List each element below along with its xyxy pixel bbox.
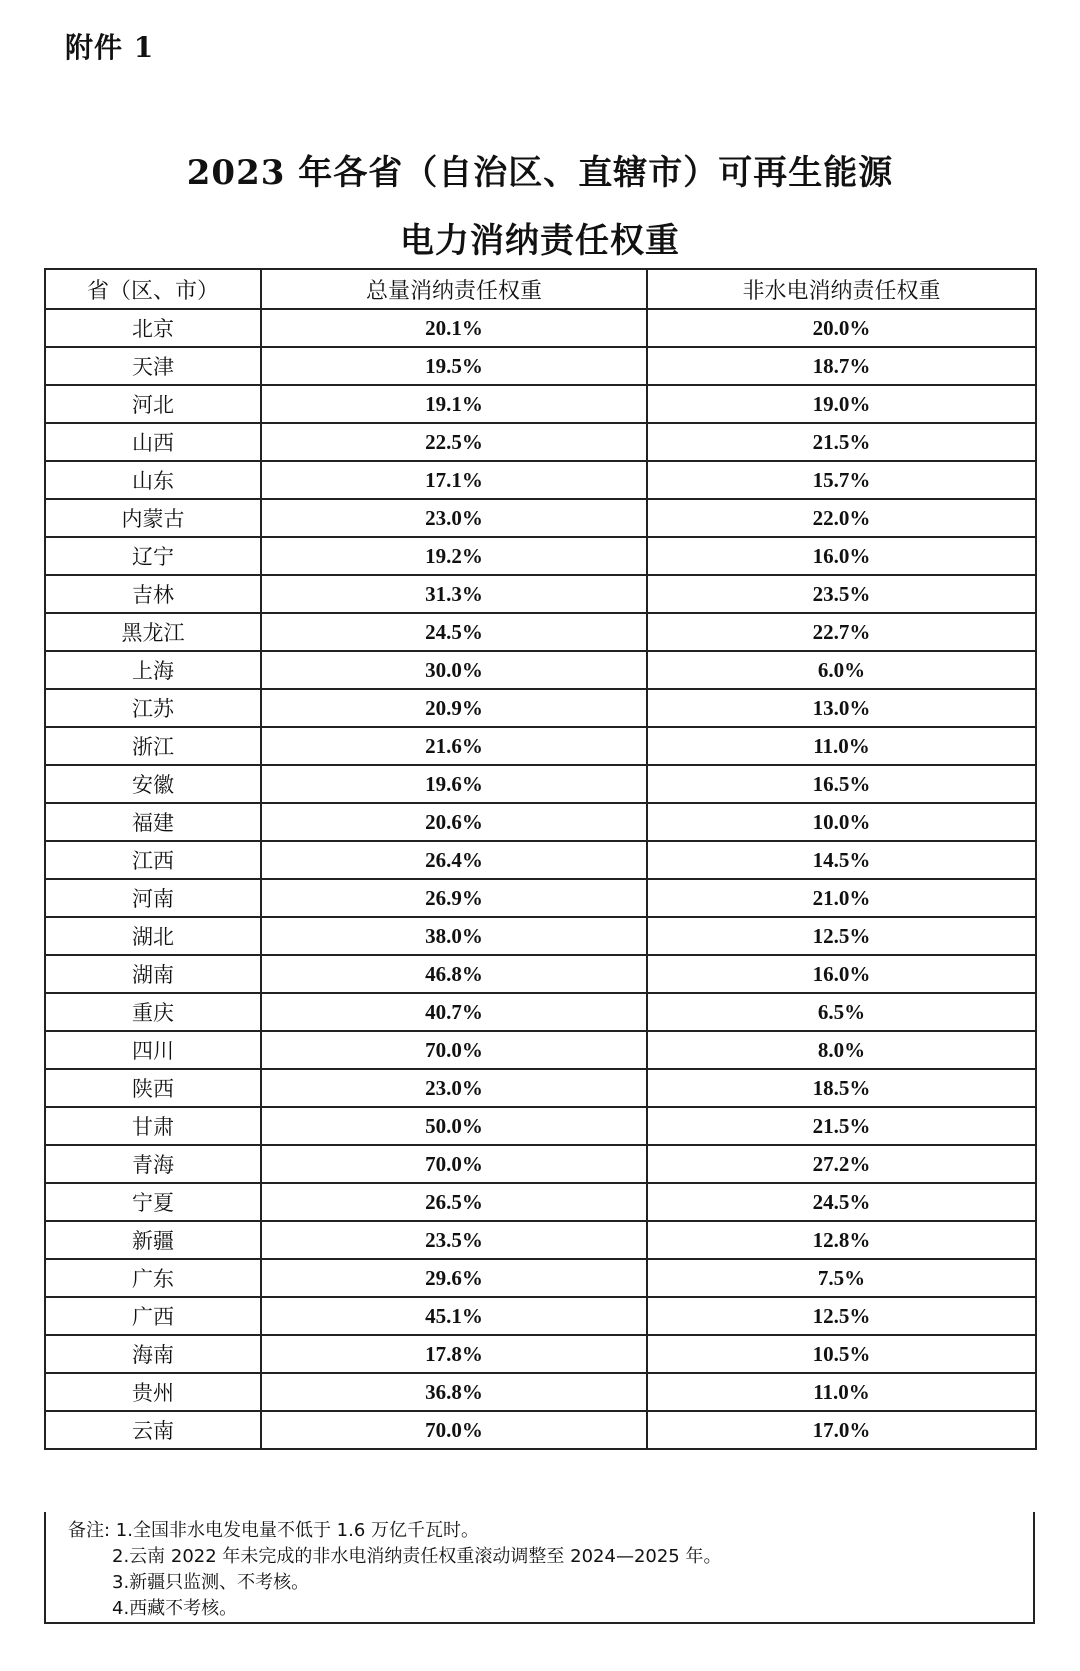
table-row (45, 1183, 1036, 1221)
note-line: 4.西藏不考核。 (112, 1598, 238, 1619)
province-cell: 天津 (45, 347, 261, 385)
total-weight-cell: 17.1% (261, 461, 647, 499)
table-row (45, 613, 1036, 651)
total-weight-cell: 26.9% (261, 879, 647, 917)
table-row (45, 1411, 1036, 1449)
total-weight-cell: 22.5% (261, 423, 647, 461)
province-cell: 山西 (45, 423, 261, 461)
non-hydro-weight-cell: 16.5% (647, 765, 1036, 803)
non-hydro-weight-cell: 21.0% (647, 879, 1036, 917)
total-weight-cell: 46.8% (261, 955, 647, 993)
non-hydro-weight-cell: 6.5% (647, 993, 1036, 1031)
table-row (45, 1259, 1036, 1297)
total-weight-cell: 38.0% (261, 917, 647, 955)
total-weight-cell: 29.6% (261, 1259, 647, 1297)
total-weight-cell: 31.3% (261, 575, 647, 613)
table-row (45, 1145, 1036, 1183)
non-hydro-weight-cell: 16.0% (647, 955, 1036, 993)
table-row (45, 955, 1036, 993)
non-hydro-weight-cell: 8.0% (647, 1031, 1036, 1069)
province-cell: 安徽 (45, 765, 261, 803)
non-hydro-weight-cell: 10.0% (647, 803, 1036, 841)
province-cell: 湖北 (45, 917, 261, 955)
province-cell: 陕西 (45, 1069, 261, 1107)
non-hydro-weight-cell: 24.5% (647, 1183, 1036, 1221)
total-weight-cell: 26.5% (261, 1183, 647, 1221)
table-row (45, 765, 1036, 803)
province-cell: 上海 (45, 651, 261, 689)
total-weight-cell: 45.1% (261, 1297, 647, 1335)
total-weight-cell: 20.1% (261, 309, 647, 347)
province-cell: 山东 (45, 461, 261, 499)
header-non-hydro-weight: 非水电消纳责任权重 (647, 269, 1036, 309)
table-row (45, 1031, 1036, 1069)
province-cell: 湖南 (45, 955, 261, 993)
total-weight-cell: 20.9% (261, 689, 647, 727)
note-line: 2.云南 2022 年未完成的非水电消纳责任权重滚动调整至 2024—2025 年。 (112, 1546, 722, 1567)
province-cell: 河南 (45, 879, 261, 917)
table-row (45, 575, 1036, 613)
total-weight-cell: 40.7% (261, 993, 647, 1031)
non-hydro-weight-cell: 13.0% (647, 689, 1036, 727)
province-cell: 河北 (45, 385, 261, 423)
province-cell: 福建 (45, 803, 261, 841)
province-cell: 江西 (45, 841, 261, 879)
table-row (45, 423, 1036, 461)
province-cell: 重庆 (45, 993, 261, 1031)
table-row (45, 461, 1036, 499)
table-row (45, 917, 1036, 955)
table-row (45, 1107, 1036, 1145)
document-title-line1: 2023 年各省（自治区、直辖市）可再生能源 (186, 153, 894, 193)
non-hydro-weight-cell: 21.5% (647, 423, 1036, 461)
non-hydro-weight-cell: 11.0% (647, 1373, 1036, 1411)
non-hydro-weight-cell: 18.5% (647, 1069, 1036, 1107)
total-weight-cell: 26.4% (261, 841, 647, 879)
non-hydro-weight-cell: 12.8% (647, 1221, 1036, 1259)
table-row (45, 1373, 1036, 1411)
total-weight-cell: 50.0% (261, 1107, 647, 1145)
non-hydro-weight-cell: 12.5% (647, 917, 1036, 955)
non-hydro-weight-cell: 16.0% (647, 537, 1036, 575)
province-cell: 黑龙江 (45, 613, 261, 651)
table-row (45, 385, 1036, 423)
province-cell: 广西 (45, 1297, 261, 1335)
non-hydro-weight-cell: 10.5% (647, 1335, 1036, 1373)
table-row (45, 803, 1036, 841)
province-cell: 云南 (45, 1411, 261, 1449)
non-hydro-weight-cell: 23.5% (647, 575, 1036, 613)
table-row (45, 499, 1036, 537)
province-cell: 海南 (45, 1335, 261, 1373)
table-row (45, 537, 1036, 575)
table-row (45, 1221, 1036, 1259)
total-weight-cell: 70.0% (261, 1031, 647, 1069)
non-hydro-weight-cell: 19.0% (647, 385, 1036, 423)
attachment-label: 附件 1 (65, 31, 155, 64)
non-hydro-weight-cell: 17.0% (647, 1411, 1036, 1449)
weights-table (44, 268, 1037, 1450)
total-weight-cell: 70.0% (261, 1411, 647, 1449)
province-cell: 新疆 (45, 1221, 261, 1259)
total-weight-cell: 23.0% (261, 499, 647, 537)
total-weight-cell: 70.0% (261, 1145, 647, 1183)
non-hydro-weight-cell: 6.0% (647, 651, 1036, 689)
non-hydro-weight-cell: 18.7% (647, 347, 1036, 385)
non-hydro-weight-cell: 20.0% (647, 309, 1036, 347)
non-hydro-weight-cell: 15.7% (647, 461, 1036, 499)
table-header-row (45, 269, 1036, 309)
non-hydro-weight-cell: 27.2% (647, 1145, 1036, 1183)
province-cell: 吉林 (45, 575, 261, 613)
table-row (45, 1297, 1036, 1335)
note-line: 备注: 1.全国非水电发电量不低于 1.6 万亿千瓦时。 (68, 1520, 480, 1541)
note-line: 3.新疆只监测、不考核。 (112, 1572, 310, 1593)
table-row (45, 993, 1036, 1031)
province-cell: 青海 (45, 1145, 261, 1183)
province-cell: 贵州 (45, 1373, 261, 1411)
total-weight-cell: 19.2% (261, 537, 647, 575)
province-cell: 四川 (45, 1031, 261, 1069)
table-row (45, 1335, 1036, 1373)
province-cell: 内蒙古 (45, 499, 261, 537)
table-row (45, 309, 1036, 347)
non-hydro-weight-cell: 11.0% (647, 727, 1036, 765)
total-weight-cell: 20.6% (261, 803, 647, 841)
non-hydro-weight-cell: 14.5% (647, 841, 1036, 879)
table-row (45, 727, 1036, 765)
notes-box (44, 1512, 1035, 1624)
total-weight-cell: 21.6% (261, 727, 647, 765)
total-weight-cell: 23.5% (261, 1221, 647, 1259)
province-cell: 宁夏 (45, 1183, 261, 1221)
total-weight-cell: 24.5% (261, 613, 647, 651)
province-cell: 北京 (45, 309, 261, 347)
table-row (45, 1069, 1036, 1107)
non-hydro-weight-cell: 22.0% (647, 499, 1036, 537)
total-weight-cell: 19.5% (261, 347, 647, 385)
province-cell: 江苏 (45, 689, 261, 727)
table-row (45, 347, 1036, 385)
province-cell: 浙江 (45, 727, 261, 765)
total-weight-cell: 23.0% (261, 1069, 647, 1107)
non-hydro-weight-cell: 12.5% (647, 1297, 1036, 1335)
table-row (45, 841, 1036, 879)
province-cell: 广东 (45, 1259, 261, 1297)
header-total-weight: 总量消纳责任权重 (261, 269, 647, 309)
total-weight-cell: 19.1% (261, 385, 647, 423)
total-weight-cell: 17.8% (261, 1335, 647, 1373)
non-hydro-weight-cell: 21.5% (647, 1107, 1036, 1145)
province-cell: 辽宁 (45, 537, 261, 575)
total-weight-cell: 36.8% (261, 1373, 647, 1411)
non-hydro-weight-cell: 22.7% (647, 613, 1036, 651)
total-weight-cell: 19.6% (261, 765, 647, 803)
table-row (45, 689, 1036, 727)
total-weight-cell: 30.0% (261, 651, 647, 689)
document-title-line2: 电力消纳责任权重 (400, 221, 680, 261)
table-row (45, 879, 1036, 917)
province-cell: 甘肃 (45, 1107, 261, 1145)
header-province: 省（区、市） (45, 269, 261, 309)
non-hydro-weight-cell: 7.5% (647, 1259, 1036, 1297)
table-row (45, 651, 1036, 689)
